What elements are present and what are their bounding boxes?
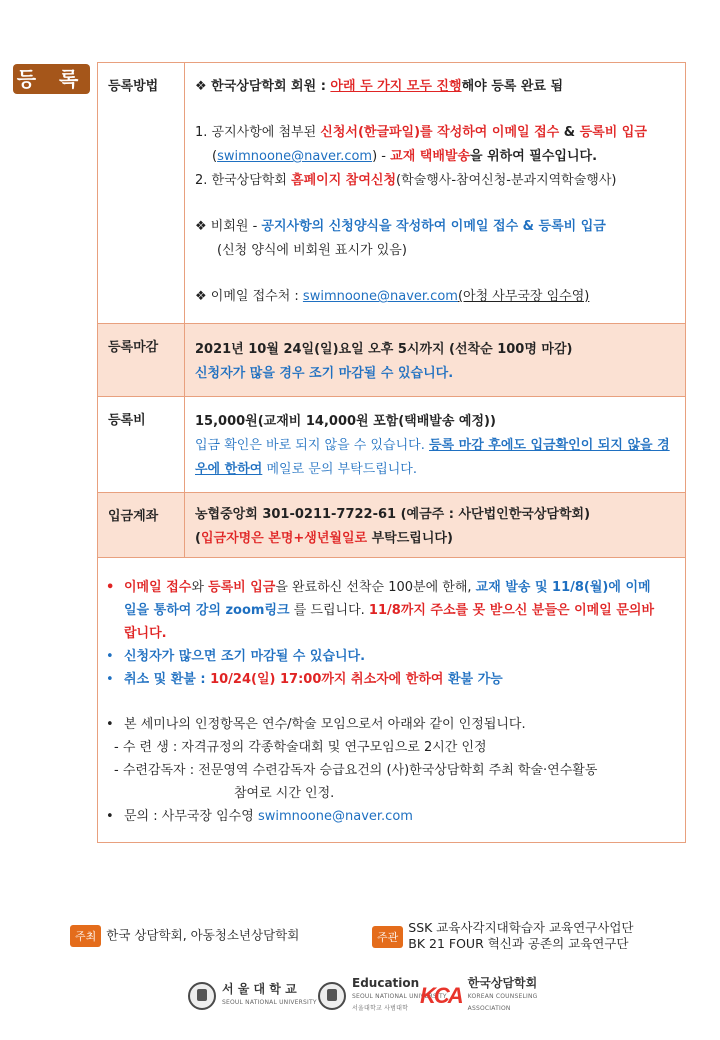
fee-line3: 우에 한하여 메일로 문의 부탁드립니다.	[195, 462, 417, 477]
organizer-tag: 주관	[372, 926, 403, 948]
step2-line: 2. 한국상담학회 홈페이지 참여신청(학술행사-참여신청-분과지역학술행사)	[195, 173, 617, 188]
contact-email[interactable]: swimnoone@naver.com	[257, 809, 413, 824]
row-deadline	[98, 324, 686, 397]
row-fee	[98, 397, 686, 493]
note-1-end: 랍니다.	[124, 626, 167, 641]
snu-emblem-icon	[188, 982, 216, 1010]
row-method	[98, 63, 686, 324]
kca-mark: KCA	[420, 983, 462, 1008]
non-member-line: ❖ 비회원 - 공지사항의 신청양식을 작성하여 이메일 접수 & 등록비 입금	[195, 219, 606, 234]
organizer-line2: BK 21 FOUR 혁신과 공존의 교육연구단	[408, 936, 629, 951]
deadline-line2: 신청자가 많을 경우 조기 마감될 수 있습니다.	[195, 366, 454, 381]
note-4-1: - 수 련 생 : 자격규정의 각종학술대회 및 연구모임으로 2시간 인정	[114, 740, 487, 755]
note-5: • 문의 : 사무국장 임수영 swimnoone@naver.com	[106, 809, 413, 824]
member-line: ❖ 한국상담학회 회원 : 아래 두 가지 모두 진행해야 등록 완료 됨	[195, 79, 564, 94]
host-text: 한국 상담학회, 아동청소년상담학회	[106, 927, 300, 943]
label-deadline: 등록마감	[98, 324, 185, 397]
organizer-info	[372, 920, 633, 952]
row-account	[98, 493, 686, 558]
note-1-cont: 일을 통하여 강의 zoom링크 를 드립니다. 11/8까지 주소를 못 받으신 분들은 이메일 문의바	[124, 603, 654, 618]
account-line2: (입금자명은 본명+생년월일로 부탁드립니다)	[195, 531, 453, 546]
row-notes	[98, 558, 686, 843]
email-link[interactable]: swimnoone@naver.com	[217, 149, 373, 164]
note-3: • 취소 및 환불 : 10/24(일) 17:00까지 취소자에 한하여 환불 가능	[106, 672, 503, 687]
label-fee: 등록비	[98, 397, 185, 493]
deadline-line1: 2021년 10월 24일(일)요일 오후 5시까지 (선착순 100명 마감)	[195, 342, 573, 357]
fee-line1: 15,000원(교재비 14,000원 포함(택배발송 예정))	[195, 414, 496, 429]
email-contact-line: ❖ 이메일 접수처 : swimnoone@naver.com(아청 사무국장 임수영)	[195, 289, 590, 304]
host-tag: 주최	[70, 925, 101, 947]
section-tag: 등 록	[13, 64, 90, 94]
logo-row	[188, 976, 548, 1012]
note-4-2: - 수련감독자 : 전문영역 수련감독자 승급요건의 (사)한국상담학회 주최 학술·연수활동	[114, 763, 598, 778]
note-4-3: 참여로 시간 인정.	[234, 786, 335, 801]
note-1: • 이메일 접수와 등록비 입금을 완료하신 선착순 100분에 한해, 교재 발송 및 11/8(월)에 이메	[106, 580, 651, 595]
non-member-note: (신청 양식에 비회원 표시가 있음)	[217, 243, 407, 258]
organizer-line1: SSK 교육사각지대학습자 교육연구사업단	[408, 920, 634, 935]
note-2: • 신청자가 많으면 조기 마감될 수 있습니다.	[106, 649, 366, 664]
step1-line: 1. 공지사항에 첨부된 신청서(한글파일)를 작성하여 이메일 접수 & 등록비 입금	[195, 125, 647, 140]
host-info	[70, 925, 299, 947]
step1-cont: (swimnoone@naver.com) - 교재 택배발송을 위하여 필수입니다.	[212, 149, 598, 164]
email-contact-link[interactable]: swimnoone@naver.com	[302, 289, 458, 304]
label-method: 등록방법	[98, 63, 185, 324]
account-line1: 농협중앙회 301-0211-7722-61 (예금주 : 사단법인한국상담학회)	[195, 507, 591, 522]
snu-logo: 서 울 대 학 교 SEOUL NATIONAL UNIVERSITY	[188, 980, 317, 1012]
fee-line2: 입금 확인은 바로 되지 않을 수 있습니다. 등록 마감 후에도 입금확인이 되지 않을 경	[195, 438, 670, 453]
label-account: 입금계좌	[98, 493, 185, 558]
education-logo: Education SEOUL NATIONAL UNIVERSITY 서울대학교 사범대학	[318, 980, 447, 1012]
education-emblem-icon	[318, 982, 346, 1010]
kca-logo: KCA 한국상담학회 KOREAN COUNSELING ASSOCIATION	[420, 976, 538, 1012]
registration-table	[97, 62, 686, 843]
note-4: • 본 세미나의 인정항목은 연수/학술 모임으로서 아래와 같이 인정됩니다.	[106, 717, 526, 732]
